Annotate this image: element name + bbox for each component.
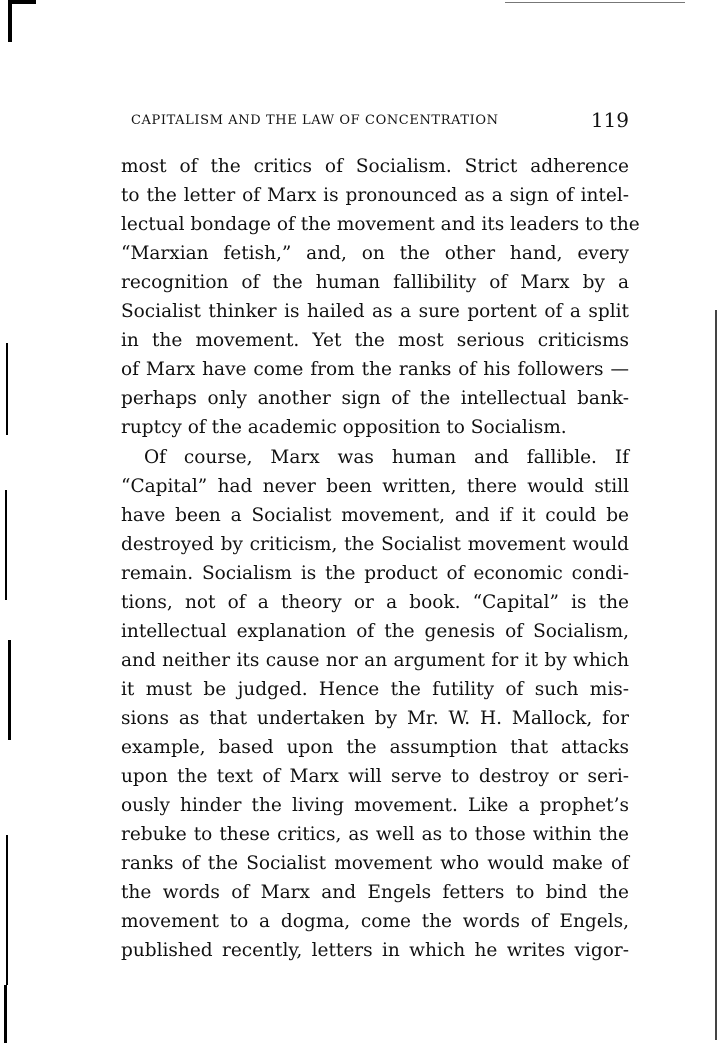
text-line: “Capital” had never been written, there would still [121,476,629,497]
text-line: and neither its cause nor an argument for it by which [121,650,629,671]
text-line: ranks of the Socialist movement who would make of [121,853,629,874]
scan-mark-right-edge [715,310,717,1040]
text-line: rebuke to these critics, as well as to those within the [121,824,629,845]
text-line: example, based upon the assumption that attacks [121,737,629,758]
text-line: Of course, Marx was human and fallible. If [144,447,629,468]
text-line: remain. Socialism is the product of economic condi- [121,563,629,584]
scan-mark-left-edge [8,640,11,740]
text-line: have been a Socialist movement, and if it could be [121,505,629,526]
text-line: perhaps only another sign of the intellectual bank- [121,388,629,409]
text-line: recognition of the human fallibility of Marx by a [121,272,629,293]
text-line: the words of Marx and Engels fetters to bind the [121,882,629,903]
text-line: lectual bondage of the movement and its leaders to the [121,214,640,235]
text-line: intellectual explanation of the genesis of Socialism, [121,621,629,642]
text-line: Socialist thinker is hailed as a sure portent of a split [121,301,629,322]
page-number: 119 [590,108,629,132]
text-line: ruptcy of the academic opposition to Socialism. [121,417,567,438]
text-line: of Marx have come from the ranks of his followers — [121,359,629,380]
text-line: tions, not of a theory or a book. “Capital” is the [121,592,629,613]
text-line: most of the critics of Socialism. Strict adherence [121,156,629,177]
text-line: sions as that undertaken by Mr. W. H. Mallock, for [121,708,629,729]
text-line: “Marxian fetish,” and, on the other hand, every [121,243,629,264]
running-title: CAPITALISM AND THE LAW OF CONCENTRATION [131,113,499,128]
text-line: to the letter of Marx is pronounced as a sign of intel- [121,185,629,206]
scan-mark-left-edge [5,490,7,600]
scan-mark-top-left [8,0,12,42]
scan-mark-top-left [8,0,36,4]
text-line: destroyed by criticism, the Socialist movement would [121,534,629,555]
page-header [131,108,631,134]
scan-mark-left-edge [4,985,7,1043]
text-line: upon the text of Marx will serve to destroy or seri- [121,766,629,787]
scan-mark-left-edge [6,343,8,435]
text-line: movement to a dogma, come the words of Engels, [121,911,629,932]
text-line: published recently, letters in which he writes vigor- [121,940,629,961]
scan-mark-left-edge [6,835,8,985]
text-line: ously hinder the living movement. Like a prophet’s [121,795,629,816]
scan-mark-top-right [505,2,685,3]
text-line: it must be judged. Hence the futility of such mis- [121,679,629,700]
text-line: in the movement. Yet the most serious criticisms [121,330,629,351]
